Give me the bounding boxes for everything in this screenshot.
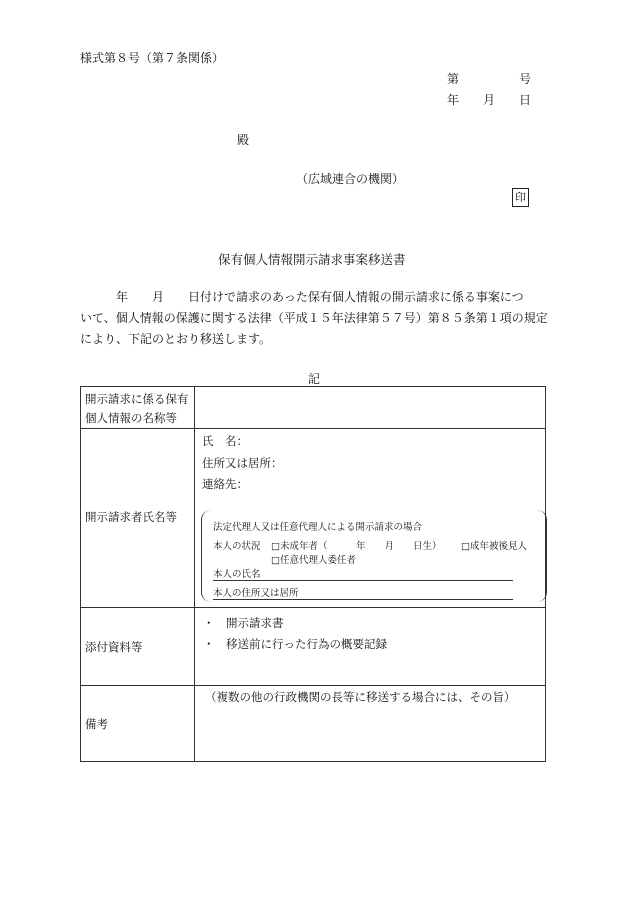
document-title: 保有個人情報開示請求事案移送書 <box>218 252 406 267</box>
requested-info-value-cell <box>195 387 546 429</box>
body-line: 年 月 日付けで請求のあった保有個人情報の開示請求に係る事案につ <box>80 290 524 304</box>
form-number: 様式第８号（第７条関係） <box>80 51 225 65</box>
attachments-label-cell <box>81 608 195 686</box>
attachments-value-cell <box>195 608 546 686</box>
table-row <box>81 686 546 762</box>
table-row <box>81 429 546 608</box>
seal-stamp: 印 <box>512 188 529 207</box>
status-minor-checkbox: □未成年者（ 年 月 日生） <box>271 541 442 552</box>
remarks-label: 備考 <box>85 716 108 731</box>
person-status-label: 本人の状況 <box>213 541 261 552</box>
proxy-heading: 法定代理人又は任意代理人による開示請求の場合 <box>213 522 423 533</box>
person-address-label: 本人の住所又は居所 <box>213 588 299 599</box>
proxy-request-box <box>201 510 545 602</box>
ki-heading: 記 <box>308 372 321 386</box>
body-paragraph <box>80 287 552 350</box>
person-address-line <box>213 585 513 600</box>
table-row <box>81 608 546 686</box>
requester-name-field: 氏 名： <box>202 434 248 448</box>
remarks-value-cell <box>195 686 546 762</box>
attachments-label: 添付資料等 <box>85 639 143 654</box>
requester-address-field: 住所又は居所： <box>202 456 283 470</box>
status-agent-checkbox: □任意代理人委任者 <box>271 555 356 566</box>
document-number: 第 号 <box>447 72 532 86</box>
sender-organization: （広域連合の機関） <box>296 172 405 186</box>
requested-info-label: 開示請求に係る保有 <box>85 392 189 406</box>
attachment-item: ・ 開示請求書 <box>203 616 284 630</box>
requester-label-cell <box>81 429 195 608</box>
requester-label: 開示請求者氏名等 <box>85 510 177 524</box>
requested-info-label: 個人情報の名称等 <box>85 411 177 425</box>
person-name-label: 本人の氏名 <box>213 569 261 580</box>
transfer-details-table <box>80 386 546 762</box>
requester-contact-field: 連絡先： <box>202 477 248 491</box>
body-line: いて、個人情報の保護に関する法律（平成１５年法律第５７号）第８５条第１項の規定 <box>80 311 548 325</box>
requester-value-cell <box>195 429 546 608</box>
table-row <box>81 387 546 429</box>
addressee-suffix: 殿 <box>237 133 250 147</box>
attachment-item: ・ 移送前に行った行為の概要記録 <box>203 637 387 651</box>
remarks-note: （複数の他の行政機関の長等に移送する場合には、その旨） <box>205 690 516 704</box>
body-line: により、下記のとおり移送します。 <box>80 332 272 346</box>
document-date: 年 月 日 <box>447 93 532 107</box>
person-name-line <box>213 566 513 581</box>
requested-info-label-cell <box>81 387 195 429</box>
remarks-label-cell <box>81 686 195 762</box>
status-adult-ward-checkbox: □成年被後見人 <box>461 541 527 552</box>
